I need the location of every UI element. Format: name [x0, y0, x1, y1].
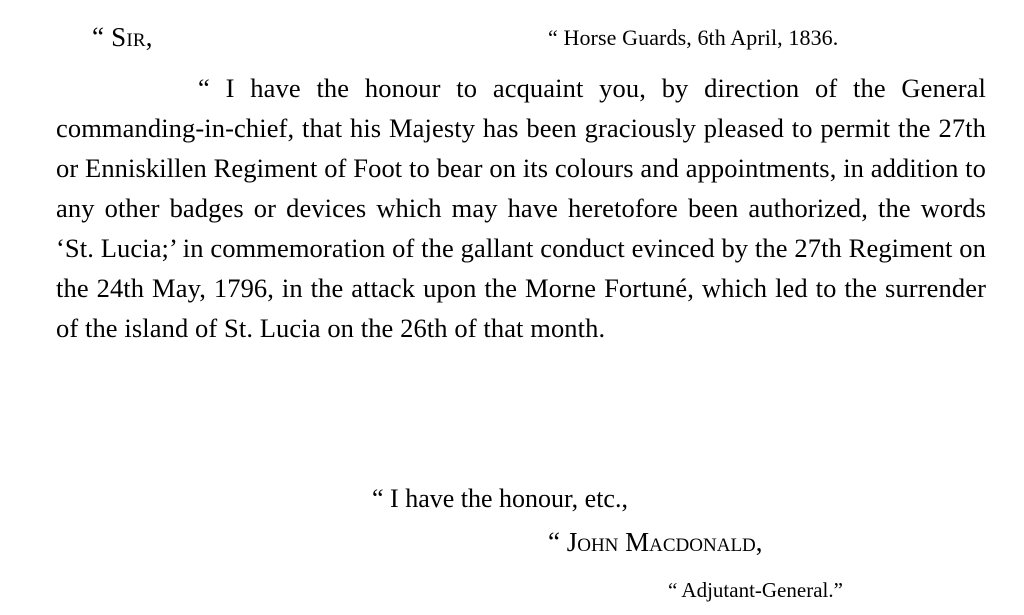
letter-body [56, 68, 986, 348]
signature-title: “ Adjutant-General.” [668, 578, 843, 602]
salutation-text: “ Sir, [92, 22, 153, 52]
signature-name: “ John Macdonald, [548, 527, 763, 557]
letter-heading [0, 22, 1024, 62]
dateline: “ Horse Guards, 6th April, 1836. [548, 25, 839, 50]
salutation [92, 22, 153, 53]
closing-line: “ I have the honour, etc., [372, 484, 628, 513]
letter-body-paragraph: “ I have the honour to acquaint you, by direction of the General commanding-in-chief, that his Majesty has been graciously pleased to permit the 27th or Enniskillen Regiment of Foot to bear on its colours and appointments, in addition to any other badges or devices which may have heretofore been authorized, the words ‘St. Lucia;’ in commemoration of the gallant conduct evinced by the 27th Regiment on the 24th May, 1796, in the attack upon the Morne Fortuné, which led to the surrender of the island of St. Lucia on the 26th of that month. [56, 73, 986, 343]
